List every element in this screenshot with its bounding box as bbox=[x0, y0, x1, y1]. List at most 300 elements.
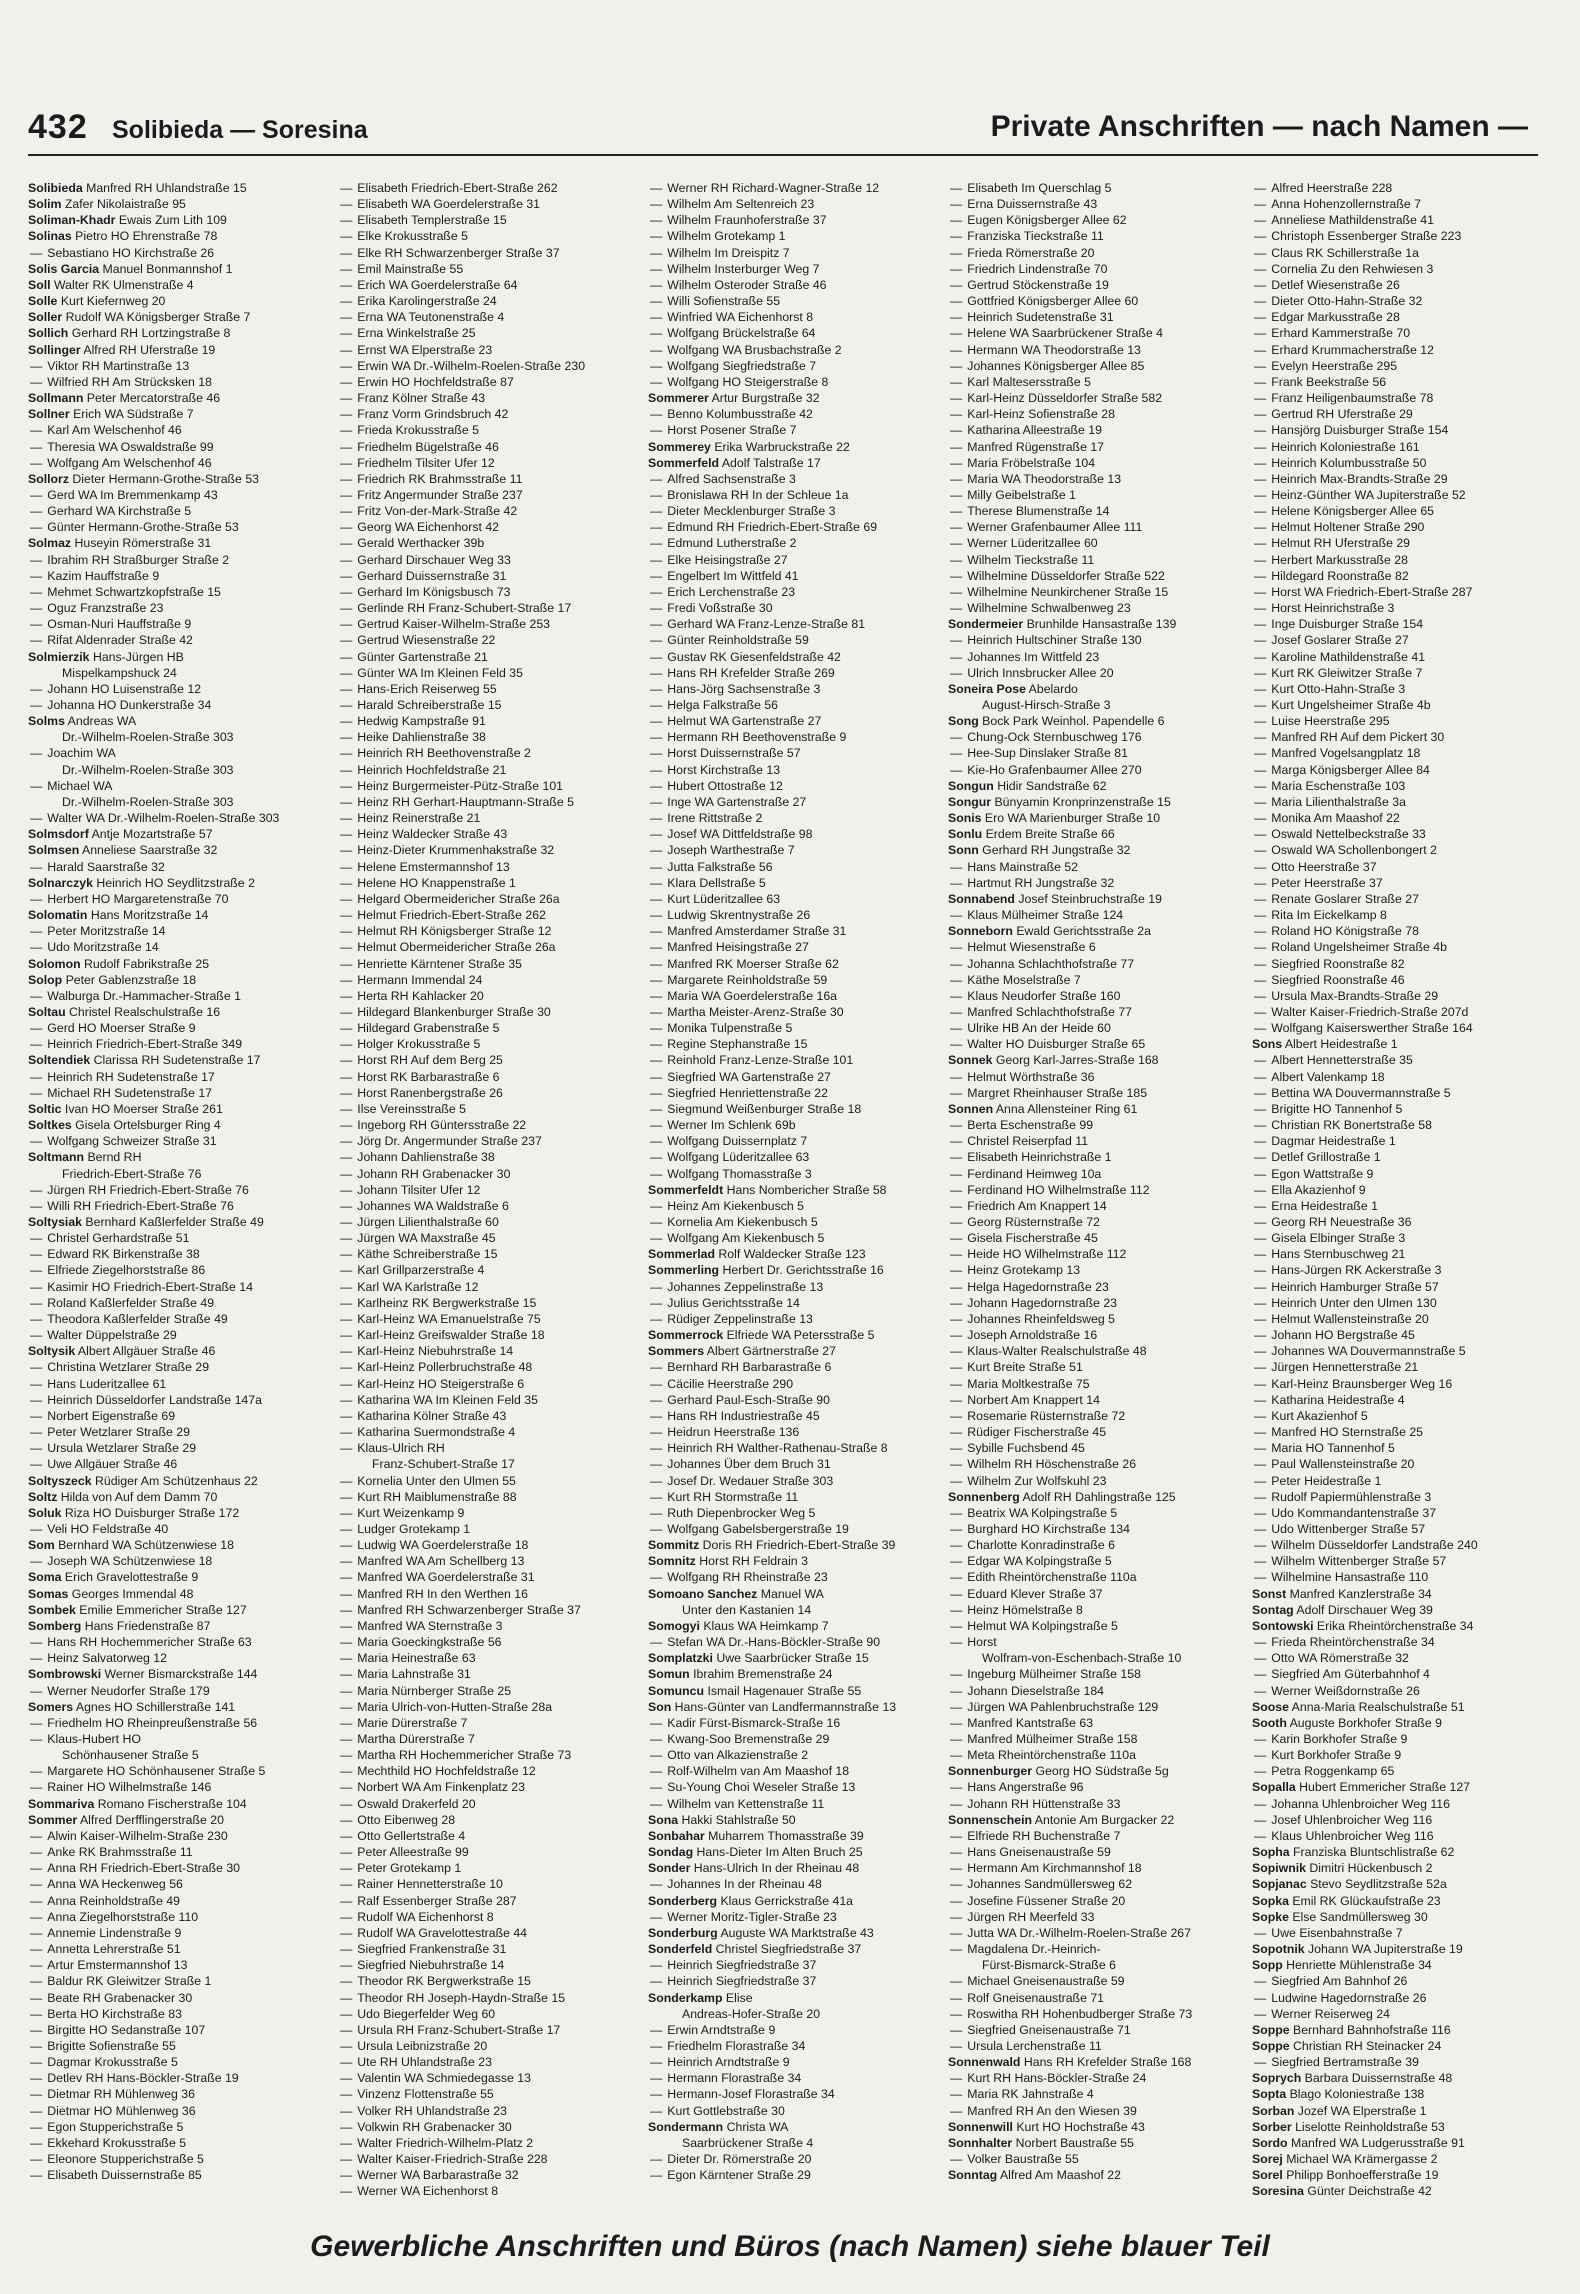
entry-surname: Somplatzki bbox=[648, 1651, 713, 1666]
entry-details: Helmut Holtener Straße 290 bbox=[1271, 520, 1425, 535]
directory-entry bbox=[338, 1311, 630, 1327]
entry-details: Siegfried WA Gartenstraße 27 bbox=[667, 1069, 831, 1084]
entry-details: Mispelkampshuck 24 bbox=[62, 665, 177, 680]
directory-entry bbox=[28, 1715, 320, 1731]
entry-details: Oswald Drakerfeld 20 bbox=[357, 1796, 476, 1811]
entry-details: Heike Dahlienstraße 38 bbox=[357, 730, 486, 745]
directory-entry bbox=[948, 2167, 1240, 2183]
directory-entry bbox=[1252, 2038, 1538, 2054]
entry-details: Jozef WA Elperstraße 1 bbox=[1297, 2103, 1427, 2118]
entry-details: Helmut RH Uferstraße 29 bbox=[1271, 536, 1411, 551]
entry-details: Kie-Ho Grafenbaumer Allee 270 bbox=[967, 762, 1142, 777]
entry-details: Jürgen Hennetterstraße 21 bbox=[1271, 1360, 1419, 1375]
entry-details: Franz-Schubert-Straße 17 bbox=[372, 1457, 515, 1472]
directory-entry bbox=[948, 325, 1240, 341]
entry-details: Karl-Heinz Pollerbruchstraße 48 bbox=[357, 1360, 533, 1375]
directory-entry bbox=[948, 1634, 1240, 1650]
directory-entry bbox=[648, 2022, 940, 2038]
directory-entry bbox=[338, 1844, 630, 1860]
entry-details: Milly Geibelstraße 1 bbox=[967, 487, 1076, 502]
entry-surname: Sonneborn bbox=[948, 924, 1013, 939]
entry-details: Johannes WA Waldstraße 6 bbox=[357, 1198, 509, 1213]
directory-entry bbox=[948, 1262, 1240, 1278]
entry-details: Hermann Florastraße 34 bbox=[667, 2071, 802, 2086]
entry-details: Erna Heidestraße 1 bbox=[1271, 1198, 1378, 1213]
directory-entry bbox=[948, 810, 1240, 826]
entry-details: Theodor RK Bergwerkstraße 15 bbox=[357, 1974, 531, 1989]
directory-entry bbox=[338, 2006, 630, 2022]
directory-entry bbox=[28, 1828, 320, 1844]
directory-entry bbox=[28, 1440, 320, 1456]
entry-details: Helmut Wallensteinstraße 20 bbox=[1271, 1311, 1429, 1326]
directory-entry bbox=[338, 1763, 630, 1779]
directory-entry bbox=[28, 1957, 320, 1973]
entry-details: Helene Königsberger Allee 65 bbox=[1271, 504, 1435, 519]
entry-details: Auguste WA Marktstraße 43 bbox=[720, 1925, 874, 1940]
entry-details: Riza HO Duisburger Straße 172 bbox=[64, 1505, 240, 1520]
directory-entry bbox=[338, 342, 630, 358]
entry-surname: Sommitz bbox=[648, 1538, 700, 1553]
entry-details: Horst RK Barbarastraße 6 bbox=[357, 1069, 500, 1084]
directory-entry bbox=[948, 1553, 1240, 1569]
entry-surname: Sonn bbox=[948, 843, 979, 858]
directory-entry bbox=[948, 1909, 1240, 1925]
entry-details: Manfred WA Goerdelerstraße 31 bbox=[357, 1570, 535, 1585]
directory-entry bbox=[1252, 1779, 1538, 1795]
entry-surname: Sommerey bbox=[648, 439, 711, 454]
directory-entry bbox=[338, 1376, 630, 1392]
directory-entry bbox=[948, 228, 1240, 244]
directory-entry bbox=[648, 228, 940, 244]
entry-details: Katharina Kölner Straße 43 bbox=[357, 1408, 507, 1423]
directory-entry bbox=[1252, 519, 1538, 535]
directory-entry bbox=[28, 196, 320, 212]
entry-details: Maria Fröbelstraße 104 bbox=[967, 455, 1096, 470]
entry-details: Karl-Heinz Düsseldorfer Straße 582 bbox=[967, 391, 1163, 406]
directory-entry bbox=[28, 842, 320, 858]
directory-entry bbox=[28, 1699, 320, 1715]
directory-entry bbox=[28, 665, 320, 681]
entry-details: Helmut Obermeidericher Straße 26a bbox=[357, 940, 556, 955]
entry-details: Sebastiano HO Kirchstraße 26 bbox=[47, 245, 215, 260]
directory-entry bbox=[1252, 1505, 1538, 1521]
entry-details: Frank Beekstraße 56 bbox=[1271, 374, 1387, 389]
entry-details: Ute RH Uhlandstraße 23 bbox=[357, 2055, 492, 2070]
directory-entry bbox=[648, 2167, 940, 2183]
directory-entry bbox=[1252, 309, 1538, 325]
entry-details: Hermann RH Beethovenstraße 9 bbox=[667, 730, 847, 745]
entry-details: Walter Düppelstraße 29 bbox=[47, 1328, 177, 1343]
entry-details: Kurt Otto-Hahn-Straße 3 bbox=[1271, 681, 1406, 696]
entry-details: Anna-Maria Realschulstraße 51 bbox=[1291, 1699, 1465, 1714]
entry-details: Edgar Markusstraße 28 bbox=[1271, 310, 1400, 325]
entry-details: Jürgen WA Maxstraße 45 bbox=[357, 1231, 496, 1246]
directory-entry bbox=[948, 1505, 1240, 1521]
entry-details: Johann Dahlienstraße 38 bbox=[357, 1150, 495, 1165]
entry-details: Unter den Kastanien 14 bbox=[682, 1602, 812, 1617]
directory-entry bbox=[648, 1925, 940, 1941]
entry-details: Maria Lahnstraße 31 bbox=[357, 1667, 471, 1682]
entry-details: Norbert Eigenstraße 69 bbox=[47, 1408, 176, 1423]
directory-entry bbox=[648, 2103, 940, 2119]
directory-entry bbox=[338, 552, 630, 568]
directory-entry bbox=[28, 1521, 320, 1537]
directory-entry bbox=[948, 1618, 1240, 1634]
directory-entry bbox=[28, 616, 320, 632]
directory-entry bbox=[648, 1359, 940, 1375]
entry-details: Viktor RH Martinstraße 13 bbox=[47, 358, 190, 373]
entry-details: Ruth Diepenbrocker Weg 5 bbox=[667, 1505, 816, 1520]
directory-entry bbox=[338, 2070, 630, 2086]
entry-details: Erwin HO Hochfeldstraße 87 bbox=[357, 374, 514, 389]
entry-details: Manfred Amsterdamer Straße 31 bbox=[667, 924, 847, 939]
entry-details: Heinrich HO Seydlitzstraße 2 bbox=[96, 875, 255, 890]
directory-entry bbox=[28, 2086, 320, 2102]
directory-entry bbox=[338, 503, 630, 519]
directory-entry bbox=[338, 1569, 630, 1585]
entry-details: Ursula RH Franz-Schubert-Straße 17 bbox=[357, 2022, 561, 2037]
directory-entry bbox=[28, 2022, 320, 2038]
entry-details: Helga Hagedornstraße 23 bbox=[967, 1279, 1109, 1294]
directory-entry bbox=[1252, 762, 1538, 778]
entry-details: Karl Maltesersstraße 5 bbox=[967, 374, 1091, 389]
entry-details: Joseph Arnoldstraße 16 bbox=[967, 1328, 1098, 1343]
directory-entry bbox=[648, 2006, 940, 2022]
entry-surname: Solmsen bbox=[28, 843, 80, 858]
entry-details: Heinz Reinerstraße 21 bbox=[357, 811, 481, 826]
directory-entry bbox=[1252, 972, 1538, 988]
directory-entry bbox=[338, 1618, 630, 1634]
entry-surname: Soliman-Khadr bbox=[28, 213, 116, 228]
directory-entry bbox=[28, 907, 320, 923]
entry-details: Hans-Jürgen HB bbox=[92, 649, 184, 664]
entry-details: Hans-Jörg Sachsenstraße 3 bbox=[667, 681, 821, 696]
entry-details: Hartmut RH Jungstraße 32 bbox=[967, 875, 1115, 890]
entry-details: Erhard Kammerstraße 70 bbox=[1271, 326, 1411, 341]
directory-entry bbox=[648, 713, 940, 729]
directory-entry bbox=[1252, 923, 1538, 939]
directory-entry bbox=[28, 1359, 320, 1375]
directory-entry bbox=[1252, 697, 1538, 713]
entry-surname: Soltic bbox=[28, 1101, 62, 1116]
directory-entry bbox=[948, 455, 1240, 471]
entry-details: Brigitte HO Tannenhof 5 bbox=[1271, 1101, 1403, 1116]
directory-entry bbox=[338, 1973, 630, 1989]
entry-details: Hildegard Roonstraße 82 bbox=[1271, 568, 1409, 583]
entry-details: Georg Karl-Jarres-Straße 168 bbox=[995, 1053, 1159, 1068]
entry-details: Gerhard Paul-Esch-Straße 90 bbox=[667, 1392, 830, 1407]
directory-entry bbox=[648, 1957, 940, 1973]
entry-details: Gerhard Dirschauer Weg 33 bbox=[357, 552, 511, 567]
entry-details: Egon Kärntener Straße 29 bbox=[667, 2168, 811, 2183]
directory-entry bbox=[1252, 939, 1538, 955]
entry-details: Hans-Erich Reiserweg 55 bbox=[357, 681, 497, 696]
entry-details: Maria Ulrich-von-Hutten-Straße 28a bbox=[357, 1699, 553, 1714]
directory-entry bbox=[28, 1990, 320, 2006]
entry-surname: Soltysik bbox=[28, 1344, 76, 1359]
directory-entry bbox=[28, 471, 320, 487]
directory-entry bbox=[1252, 1359, 1538, 1375]
directory-entry bbox=[28, 1262, 320, 1278]
entry-details: Johannes Zeppelinstraße 13 bbox=[667, 1279, 824, 1294]
directory-entry bbox=[648, 1763, 940, 1779]
entry-details: Gerald Werthacker 39b bbox=[357, 536, 485, 551]
directory-entry bbox=[1252, 1230, 1538, 1246]
directory-entry bbox=[1252, 1489, 1538, 1505]
directory-entry bbox=[338, 632, 630, 648]
directory-entry bbox=[28, 729, 320, 745]
directory-entry bbox=[1252, 1618, 1538, 1634]
entry-details: Wilhelmine Düsseldorfer Straße 522 bbox=[967, 568, 1165, 583]
directory-entry bbox=[648, 1537, 940, 1553]
directory-entry bbox=[948, 535, 1240, 551]
directory-entry bbox=[948, 988, 1240, 1004]
directory-entry bbox=[648, 972, 940, 988]
entry-surname: Soneira Pose bbox=[948, 681, 1026, 696]
entry-details: Hermann Immendal 24 bbox=[357, 972, 483, 987]
directory-entry bbox=[648, 1909, 940, 1925]
directory-entry bbox=[948, 1036, 1240, 1052]
entry-details: Joseph Warthestraße 7 bbox=[667, 843, 795, 858]
entry-surname: Solomatin bbox=[28, 908, 88, 923]
entry-details: Emilie Emmericher Straße 127 bbox=[79, 1602, 247, 1617]
directory-entry bbox=[338, 1424, 630, 1440]
entry-surname: Sorban bbox=[1252, 2103, 1295, 2118]
entry-details: Wolfgang Thomasstraße 3 bbox=[667, 1166, 812, 1181]
entry-details: Johannes Königsberger Allee 85 bbox=[967, 358, 1145, 373]
directory-entry bbox=[1252, 2054, 1538, 2070]
entry-details: Romano Fischerstraße 104 bbox=[97, 1796, 247, 1811]
entry-details: Veli HO Feldstraße 40 bbox=[47, 1521, 169, 1536]
directory-entry bbox=[338, 1553, 630, 1569]
directory-entry bbox=[948, 1602, 1240, 1618]
entry-details: Wilhelm Grotekamp 1 bbox=[667, 229, 786, 244]
directory-entry bbox=[1252, 1408, 1538, 1424]
directory-entry bbox=[948, 665, 1240, 681]
entry-surname: Sooth bbox=[1252, 1715, 1287, 1730]
entry-details: Artur Emstermannshof 13 bbox=[47, 1958, 188, 1973]
directory-entry bbox=[338, 1747, 630, 1763]
entry-details: Osman-Nuri Hauffstraße 9 bbox=[47, 617, 192, 632]
directory-entry bbox=[648, 907, 940, 923]
directory-entry bbox=[648, 1553, 940, 1569]
entry-details: Volker Baustraße 55 bbox=[967, 2152, 1079, 2167]
entry-details: Kurt Ungelsheimer Straße 4b bbox=[1271, 698, 1431, 712]
entry-details: Roswitha RH Hohenbudberger Straße 73 bbox=[967, 2006, 1193, 2021]
entry-details: Werner RH Richard-Wagner-Straße 12 bbox=[667, 181, 880, 195]
entry-details: Willi Sofienstraße 55 bbox=[667, 294, 781, 309]
entry-details: Andreas-Hofer-Straße 20 bbox=[682, 2006, 821, 2021]
entry-details: Bernhard Bahnhofstraße 116 bbox=[1293, 2022, 1451, 2037]
directory-entry bbox=[28, 1182, 320, 1198]
entry-details: Christa WA bbox=[726, 2119, 789, 2134]
directory-entry bbox=[338, 1699, 630, 1715]
entry-details: Edmund RH Friedrich-Ebert-Straße 69 bbox=[667, 520, 878, 535]
entry-details: Dimitri Hückenbusch 2 bbox=[1309, 1861, 1433, 1876]
entry-details: Rudolf Papiermühlenstraße 3 bbox=[1271, 1489, 1432, 1504]
entry-details: Rolf Waldecker Straße 123 bbox=[718, 1247, 866, 1262]
directory-entry bbox=[338, 2167, 630, 2183]
directory-entry bbox=[1252, 503, 1538, 519]
entry-surname: Somers bbox=[28, 1699, 74, 1714]
entry-details: Klara Dellstraße 5 bbox=[667, 875, 766, 890]
directory-entry bbox=[1252, 778, 1538, 794]
directory-entry bbox=[1252, 1586, 1538, 1602]
directory-entry bbox=[1252, 1149, 1538, 1165]
directory-entry bbox=[28, 988, 320, 1004]
directory-entry bbox=[948, 1343, 1240, 1359]
entry-details: Stevo Seydlitzstraße 52a bbox=[1310, 1877, 1447, 1892]
directory-entry bbox=[948, 1198, 1240, 1214]
entry-details: Bernd RH bbox=[87, 1150, 142, 1165]
directory-entry bbox=[1252, 245, 1538, 261]
directory-entry bbox=[948, 390, 1240, 406]
directory-entry bbox=[648, 665, 940, 681]
directory-entry bbox=[338, 1214, 630, 1230]
entry-details: Peter Wetzlarer Straße 29 bbox=[47, 1425, 190, 1440]
entry-details: Maria RK Jahnstraße 4 bbox=[967, 2087, 1094, 2102]
directory-entry bbox=[28, 810, 320, 826]
directory-entry bbox=[1252, 875, 1538, 891]
entry-details: Anna Hohenzollernstraße 7 bbox=[1271, 197, 1421, 212]
directory-entry bbox=[28, 1279, 320, 1295]
directory-entry bbox=[648, 810, 940, 826]
entry-details: Christoph Essenberger Straße 223 bbox=[1271, 229, 1462, 244]
entry-details: Elke RH Schwarzenberger Straße 37 bbox=[357, 245, 560, 260]
directory-entry bbox=[28, 422, 320, 438]
directory-entry bbox=[28, 1392, 320, 1408]
entry-details: Jutta Falkstraße 56 bbox=[667, 859, 773, 874]
entry-details: Helmut Friedrich-Ebert-Straße 262 bbox=[357, 908, 546, 923]
directory-entry bbox=[28, 891, 320, 907]
entry-details: Rosemarie Rüsternstraße 72 bbox=[967, 1408, 1126, 1423]
directory-entry bbox=[338, 261, 630, 277]
entry-details: Christel Gerhardstraße 51 bbox=[47, 1231, 190, 1246]
directory-entry bbox=[648, 1343, 940, 1359]
directory-entry bbox=[948, 1327, 1240, 1343]
entry-details: Günter Reinholdstraße 59 bbox=[667, 633, 809, 648]
directory-entry bbox=[648, 519, 940, 535]
directory-entry bbox=[28, 519, 320, 535]
entry-details: Franz Heiligenbaumstraße 78 bbox=[1271, 391, 1434, 406]
directory-entry bbox=[648, 1149, 940, 1165]
entry-details: Willi RH Friedrich-Ebert-Straße 76 bbox=[47, 1198, 234, 1213]
directory-entry bbox=[948, 293, 1240, 309]
entry-details: Cornelia Zu den Rehwiesen 3 bbox=[1271, 261, 1434, 276]
entry-surname: Sontag bbox=[1252, 1602, 1294, 1617]
entry-details: Edith Rheintörchenstraße 110a bbox=[967, 1570, 1137, 1585]
directory-entry bbox=[948, 1763, 1240, 1779]
entry-details: Beatrix WA Kolpingstraße 5 bbox=[967, 1505, 1118, 1520]
entry-details: Gerlinde RH Franz-Schubert-Straße 17 bbox=[357, 601, 572, 616]
entry-details: Hans Friedenstraße 87 bbox=[84, 1618, 211, 1633]
entry-surname: Sollner bbox=[28, 407, 70, 422]
directory-entry bbox=[648, 2086, 940, 2102]
directory-entry bbox=[648, 939, 940, 955]
directory-entry bbox=[648, 1715, 940, 1731]
entry-details: Norbert Am Knappert 14 bbox=[967, 1392, 1100, 1407]
directory-entry bbox=[1252, 1683, 1538, 1699]
directory-entry bbox=[28, 1376, 320, 1392]
entry-details: Helene Emstermannshof 13 bbox=[357, 859, 510, 874]
entry-surname: Sommariva bbox=[28, 1796, 95, 1811]
entry-surname: Sommerrock bbox=[648, 1328, 724, 1343]
directory-entry bbox=[648, 1198, 940, 1214]
directory-entry bbox=[28, 293, 320, 309]
entry-details: Ingeborg RH Güntersstraße 22 bbox=[357, 1118, 527, 1133]
entry-details: Margarete HO Schönhausener Straße 5 bbox=[47, 1764, 266, 1779]
entry-details: Johannes In der Rheinau 48 bbox=[667, 1877, 822, 1892]
entry-details: Anna Allensteiner Ring 61 bbox=[995, 1101, 1138, 1116]
entry-details: Heinrich Unter den Ulmen 130 bbox=[1271, 1295, 1437, 1310]
directory-entry bbox=[28, 1747, 320, 1763]
entry-details: Wolfgang WA Brusbachstraße 2 bbox=[667, 342, 842, 357]
entry-details: Wolfgang Lüderitzallee 63 bbox=[667, 1150, 810, 1165]
entry-details: Johann HO Bergstraße 45 bbox=[1271, 1328, 1415, 1343]
entry-details: Ismail Hagenauer Straße 55 bbox=[707, 1683, 862, 1698]
entry-surname: Soprych bbox=[1252, 2071, 1302, 2086]
entry-details: Adolf Dirschauer Weg 39 bbox=[1296, 1602, 1433, 1617]
directory-entry bbox=[948, 1376, 1240, 1392]
entry-details: Heinz Grotekamp 13 bbox=[967, 1263, 1081, 1278]
entry-surname: Sommerling bbox=[648, 1263, 720, 1278]
entry-details: Stefan WA Dr.-Hans-Böckler-Straße 90 bbox=[667, 1635, 881, 1650]
directory-entry bbox=[28, 228, 320, 244]
directory-entry bbox=[648, 875, 940, 891]
entry-surname: Sombrowski bbox=[28, 1667, 102, 1682]
entry-details: Manfred RH Schwarzenberger Straße 37 bbox=[357, 1602, 581, 1617]
directory-entry bbox=[648, 2151, 940, 2167]
directory-entry bbox=[948, 1424, 1240, 1440]
entry-details: Rudolf WA Königsberger Straße 7 bbox=[65, 310, 251, 325]
entry-details: Maria Lilienthalstraße 3a bbox=[1271, 794, 1406, 809]
entry-details: Kadir Fürst-Bismarck-Straße 16 bbox=[667, 1715, 841, 1730]
directory-entry bbox=[28, 1149, 320, 1165]
entry-details: Alfred Heerstraße 228 bbox=[1271, 181, 1393, 195]
entry-surname: Solomon bbox=[28, 956, 81, 971]
entry-details: Karl-Heinz WA Emanuelstraße 75 bbox=[357, 1311, 541, 1326]
entry-details: Peter Heerstraße 37 bbox=[1271, 875, 1383, 890]
directory-entry bbox=[338, 923, 630, 939]
directory-entry bbox=[338, 2103, 630, 2119]
entry-details: Manfred HO Sternstraße 25 bbox=[1271, 1425, 1424, 1440]
entry-details: Anneliese Saarstraße 32 bbox=[82, 843, 218, 858]
entry-details: Liselotte Reinholdstraße 53 bbox=[1295, 2119, 1445, 2134]
entry-details: Kurt Kiefernweg 20 bbox=[60, 294, 166, 309]
entry-details: Bünyamin Kronprinzenstraße 15 bbox=[994, 794, 1171, 809]
directory-entry bbox=[1252, 2151, 1538, 2167]
column-5 bbox=[1252, 180, 1538, 2220]
directory-entry bbox=[648, 1876, 940, 1892]
directory-entry bbox=[338, 1860, 630, 1876]
directory-entry bbox=[1252, 1763, 1538, 1779]
directory-entry bbox=[28, 439, 320, 455]
directory-entry bbox=[648, 859, 940, 875]
entry-details: Werner Weißdornstraße 26 bbox=[1271, 1683, 1420, 1698]
directory-entry bbox=[338, 616, 630, 632]
directory-entry bbox=[28, 2038, 320, 2054]
entry-details: Josef Uhlenbroicher Weg 116 bbox=[1271, 1812, 1433, 1827]
directory-entry bbox=[1252, 1246, 1538, 1262]
directory-entry bbox=[648, 439, 940, 455]
entry-details: Annetta Lehrerstraße 51 bbox=[47, 1942, 181, 1957]
entry-details: Maria Goeckingkstraße 56 bbox=[357, 1635, 502, 1650]
directory-entry bbox=[1252, 745, 1538, 761]
entry-details: Wilhelm Tieckstraße 11 bbox=[967, 552, 1095, 567]
directory-entry bbox=[28, 1779, 320, 1795]
entry-details: Egon Stupperichstraße 5 bbox=[47, 2119, 184, 2134]
entry-details: Heinrich RH Beethovenstraße 2 bbox=[357, 746, 531, 761]
